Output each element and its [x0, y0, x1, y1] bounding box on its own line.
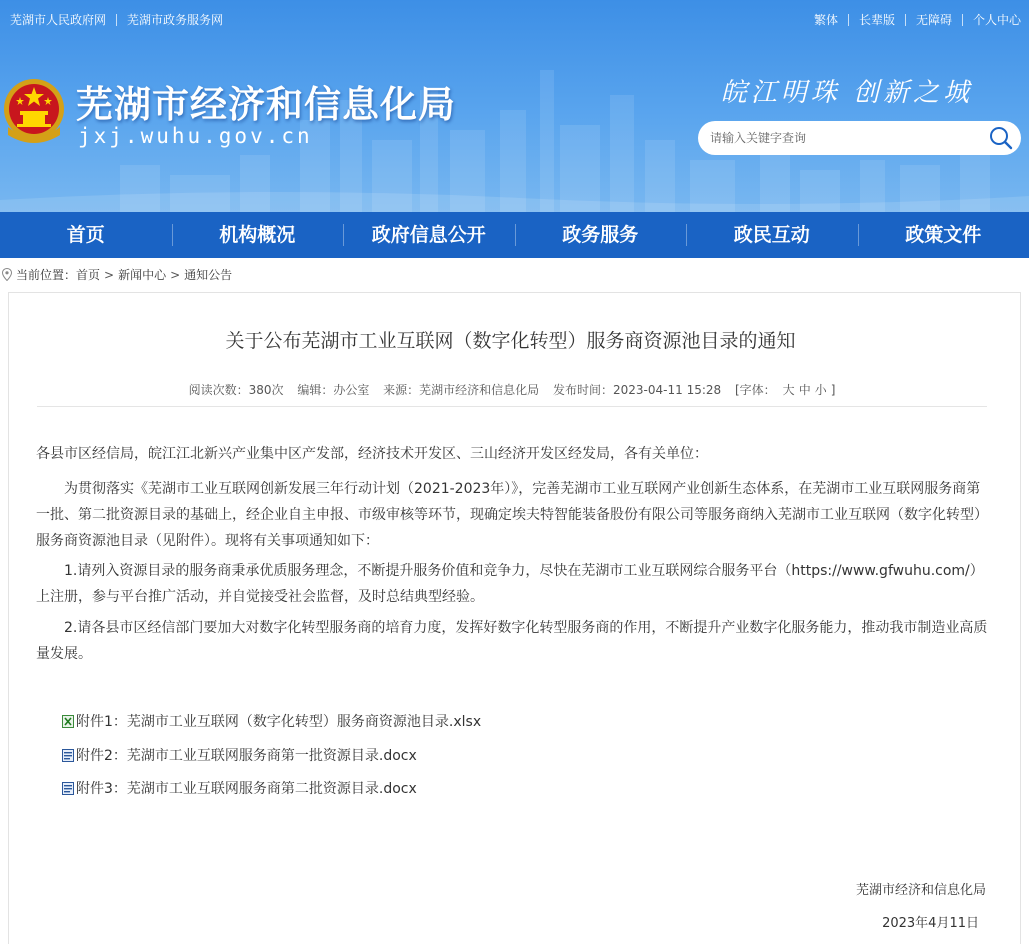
- nav-gov-services[interactable]: 政务服务: [515, 212, 687, 258]
- excel-file-icon: [62, 715, 74, 728]
- location-pin-icon: [2, 268, 12, 281]
- site-title: 芜湖市经济和信息化局: [76, 83, 456, 126]
- breadcrumb: [2, 266, 232, 283]
- paragraph-item-2: 2.请各县市区经信部门要加大对数字化转型服务商的培育力度，发挥好数字化转型服务商的作用，不断提升产业数字化服务能力，推动我市制造业高质量发展。: [36, 620, 988, 662]
- top-links-right: [814, 11, 1021, 28]
- font-size-medium[interactable]: 中: [798, 383, 811, 397]
- nav-gov-info[interactable]: 政府信息公开: [343, 212, 515, 258]
- nav-interaction[interactable]: 政民互动: [686, 212, 858, 258]
- breadcrumb-separator: >: [170, 267, 181, 282]
- paragraph-intro: 为贯彻落实《芜湖市工业互联网创新发展三年行动计划（2021-2023年）》，完善芜湖市工业互联网产业创新生态体系，在芜湖市工业互联网服务商第一批、第二批资源目录的基础上，经企业自主申报、市级审核等环节，现确定埃夫特智能装备股份有限公司等服务商纳入芜湖市工业互联网（数字化转型）服务商资源池目录（见附件）。现将有关事项通知如下：: [36, 481, 988, 549]
- breadcrumb-label: 当前位置：: [16, 268, 77, 282]
- link-elder-version[interactable]: 长辈版: [858, 13, 895, 27]
- view-count: 阅读次数：380次: [188, 383, 284, 397]
- divider: [962, 14, 963, 26]
- nav-home[interactable]: 首页: [66, 224, 105, 246]
- editor: 编辑：办公室: [297, 383, 370, 397]
- link-wuhu-gov[interactable]: 芜湖市人民政府网: [10, 13, 107, 27]
- search-box: [698, 121, 1021, 155]
- link-personal-center[interactable]: 个人中心: [972, 13, 1021, 27]
- attachment-link-1[interactable]: [62, 711, 481, 731]
- source: 来源：芜湖市经济和信息化局: [383, 383, 540, 397]
- publish-time: 发布时间：2023-04-11 15:28: [553, 383, 722, 397]
- breadcrumb-notices[interactable]: 通知公告: [184, 268, 233, 282]
- attachment-label: 附件2：芜湖市工业互联网服务商第一批资源目录.docx: [76, 748, 417, 764]
- signature-organization: 芜湖市经济和信息化局: [855, 883, 986, 898]
- title-divider: [37, 406, 987, 407]
- divider: [848, 14, 849, 26]
- main-nav: [0, 212, 1029, 258]
- search-input[interactable]: [710, 123, 981, 153]
- divider: [116, 14, 117, 26]
- attachment-label: 附件3：芜湖市工业互联网服务商第二批资源目录.docx: [76, 781, 417, 797]
- font-size-large[interactable]: 大: [782, 383, 795, 397]
- link-accessibility[interactable]: 无障碍: [915, 13, 952, 27]
- search-icon: [989, 126, 1013, 150]
- breadcrumb-home[interactable]: 首页: [76, 268, 101, 282]
- word-file-icon: [62, 749, 74, 762]
- article-meta: [0, 381, 1021, 398]
- font-size-close: ]: [830, 383, 836, 397]
- nav-organization[interactable]: 机构概况: [172, 212, 344, 258]
- link-traditional-chinese[interactable]: 繁体: [813, 13, 838, 27]
- site-domain: jxj.wuhu.gov.cn: [78, 124, 313, 148]
- word-file-icon: [62, 782, 74, 795]
- national-emblem-icon: [2, 75, 66, 145]
- attachment-link-2[interactable]: [62, 745, 417, 765]
- signature-date: 2023年4月11日: [882, 916, 979, 931]
- attachment-link-3[interactable]: [62, 778, 417, 798]
- nav-policy-docs[interactable]: 政策文件: [858, 212, 1029, 258]
- link-wuhu-service[interactable]: 芜湖市政务服务网: [127, 13, 224, 27]
- breadcrumb-separator: >: [104, 267, 115, 282]
- search-button[interactable]: [981, 121, 1021, 155]
- salutation: 各县市区经信局，皖江江北新兴产业集中区产发部，经济技术开发区、三山经济开发区经发局，各有关单位：: [36, 446, 708, 462]
- font-size-small[interactable]: 小: [814, 383, 827, 397]
- site-header: [0, 0, 1029, 212]
- attachment-label: 附件1：芜湖市工业互联网（数字化转型）服务商资源池目录.xlsx: [76, 714, 482, 730]
- paragraph-item-1: 1.请列入资源目录的服务商秉承优质服务理念，不断提升服务价值和竞争力，尽快在芜湖市工业互联网综合服务平台（https://www.gfwuhu.com/）上注册，参与平台推广活动，并自觉接受社会监督，及时总结典型经验。: [36, 563, 984, 605]
- top-links-left: [10, 11, 223, 28]
- article-title: 关于公布芜湖市工业互联网（数字化转型）服务商资源池目录的通知: [225, 330, 796, 352]
- site-slogan: 皖江明珠 创新之城: [720, 78, 973, 108]
- font-size-label: [字体：: [734, 383, 776, 397]
- breadcrumb-news-center[interactable]: 新闻中心: [118, 268, 167, 282]
- divider: [905, 14, 906, 26]
